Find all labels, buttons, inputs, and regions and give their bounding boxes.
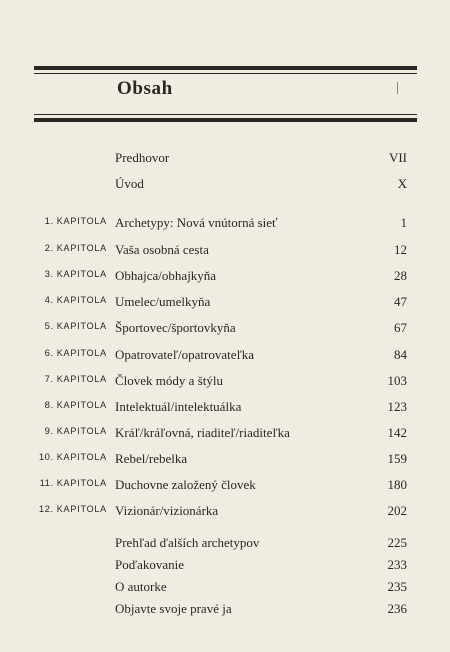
toc-chapter-5[interactable] [0, 320, 450, 338]
chapter-num: 8. [44, 400, 54, 411]
toc-chapter-10[interactable] [0, 451, 450, 469]
chapter-word: KAPITOLA [56, 426, 107, 436]
toc-entry-label: Rebel/rebelka [115, 451, 188, 466]
toc-chapter-11[interactable] [0, 477, 450, 495]
toc-entry-page: 142 [387, 425, 407, 440]
toc-entry-back-2[interactable] [0, 557, 450, 575]
chapter-number [0, 216, 107, 227]
toc-chapter-7[interactable] [0, 373, 450, 391]
toc-chapter-2[interactable] [0, 242, 450, 260]
toc-entry-page: 236 [387, 601, 407, 616]
chapter-word: KAPITOLA [56, 400, 107, 410]
chapter-word: KAPITOLA [56, 452, 107, 462]
chapter-number [0, 400, 107, 411]
toc-entry-page: VII [388, 150, 407, 165]
toc-entry-label: Duchovne založený človek [115, 477, 256, 492]
toc-entry-label: Človek módy a štýlu [115, 373, 223, 388]
toc-entry-label: Úvod [115, 176, 144, 191]
toc-entry-label: Predhovor [115, 150, 170, 165]
toc-entry-page: 28 [394, 268, 407, 283]
chapter-word: KAPITOLA [56, 269, 107, 279]
chapter-num: 4. [44, 295, 54, 306]
toc-entry-label: Vizionár/vizionárka [115, 503, 219, 518]
toc-entry-label: Intelektuál/intelektuálka [115, 399, 242, 414]
toc-entry-page: 67 [394, 320, 407, 335]
edge-mark [397, 82, 398, 94]
toc-chapter-3[interactable] [0, 268, 450, 286]
chapter-word: KAPITOLA [56, 348, 107, 358]
toc-entry-page: 84 [394, 347, 407, 362]
toc-entry-label: Objavte svoje pravé ja [115, 601, 232, 616]
toc-entry-page: 1 [400, 215, 407, 230]
toc-entry-page: 47 [394, 294, 407, 309]
toc-entry-label: Prehľad ďalších archetypov [115, 535, 260, 550]
toc-entry-back-4[interactable] [0, 601, 450, 619]
chapter-number [0, 348, 107, 359]
chapter-number [0, 295, 107, 306]
toc-entry-label: Umelec/umelkyňa [115, 294, 211, 309]
chapter-num: 10. [38, 452, 54, 463]
chapter-num: 11. [39, 478, 54, 489]
chapter-number [0, 269, 107, 280]
toc-chapter-8[interactable] [0, 399, 450, 417]
toc-entry-label: Poďakovanie [115, 557, 185, 572]
chapter-number [0, 321, 107, 332]
toc-chapter-1[interactable] [0, 215, 450, 233]
chapter-num: 7. [44, 374, 54, 385]
chapter-word: KAPITOLA [56, 295, 107, 305]
chapter-number [0, 504, 107, 515]
toc-entry-label: Archetypy: Nová vnútorná sieť [115, 215, 278, 230]
chapter-num: 6. [44, 348, 54, 359]
chapter-number [0, 374, 107, 385]
toc-entry-page: 103 [387, 373, 407, 388]
toc-entry-page: 12 [394, 242, 407, 257]
toc-entry-label: Obhajca/obhajkyňa [115, 268, 217, 283]
chapter-num: 3. [44, 269, 54, 280]
toc-entry-page: 225 [387, 535, 407, 550]
toc-entry-page: 159 [387, 451, 407, 466]
chapter-word: KAPITOLA [56, 321, 107, 331]
toc-entry-label: Opatrovateľ/opatrovateľka [115, 347, 255, 362]
chapter-word: KAPITOLA [56, 216, 107, 226]
toc-entry-page: 235 [387, 579, 407, 594]
page-title: Obsah [117, 78, 173, 99]
chapter-num: 9. [44, 426, 54, 437]
chapter-number [0, 426, 107, 437]
chapter-num: 1. [44, 216, 54, 227]
toc-entry-page: X [397, 176, 407, 191]
toc-entry-page: 123 [387, 399, 407, 414]
toc-chapter-12[interactable] [0, 503, 450, 521]
toc-entry-page: 233 [387, 557, 407, 572]
chapter-number [0, 452, 107, 463]
toc-chapter-9[interactable] [0, 425, 450, 443]
toc-entry-back-3[interactable] [0, 579, 450, 597]
top-rule [34, 66, 417, 74]
toc-entry-label: O autorke [115, 579, 167, 594]
toc-entry-label: Športovec/športovkyňa [115, 320, 236, 335]
bottom-rule [34, 114, 417, 122]
chapter-num: 12. [38, 504, 54, 515]
toc-entry-label: Vaša osobná cesta [115, 242, 209, 257]
chapter-number [0, 478, 107, 489]
chapter-word: KAPITOLA [56, 243, 107, 253]
chapter-num: 2. [44, 243, 54, 254]
toc-entry-front-2[interactable] [0, 176, 450, 194]
chapter-number [0, 243, 107, 254]
toc-entry-back-1[interactable] [0, 535, 450, 553]
toc-entry-page: 180 [387, 477, 407, 492]
chapter-word: KAPITOLA [56, 504, 107, 514]
toc-entry-label: Kráľ/kráľovná, riaditeľ/riaditeľka [115, 425, 290, 440]
chapter-word: KAPITOLA [56, 478, 107, 488]
toc-entry-page: 202 [387, 503, 407, 518]
chapter-num: 5. [44, 321, 54, 332]
toc-chapter-4[interactable] [0, 294, 450, 312]
toc-chapter-6[interactable] [0, 347, 450, 365]
chapter-word: KAPITOLA [56, 374, 107, 384]
toc-entry-front-1[interactable] [0, 150, 450, 168]
